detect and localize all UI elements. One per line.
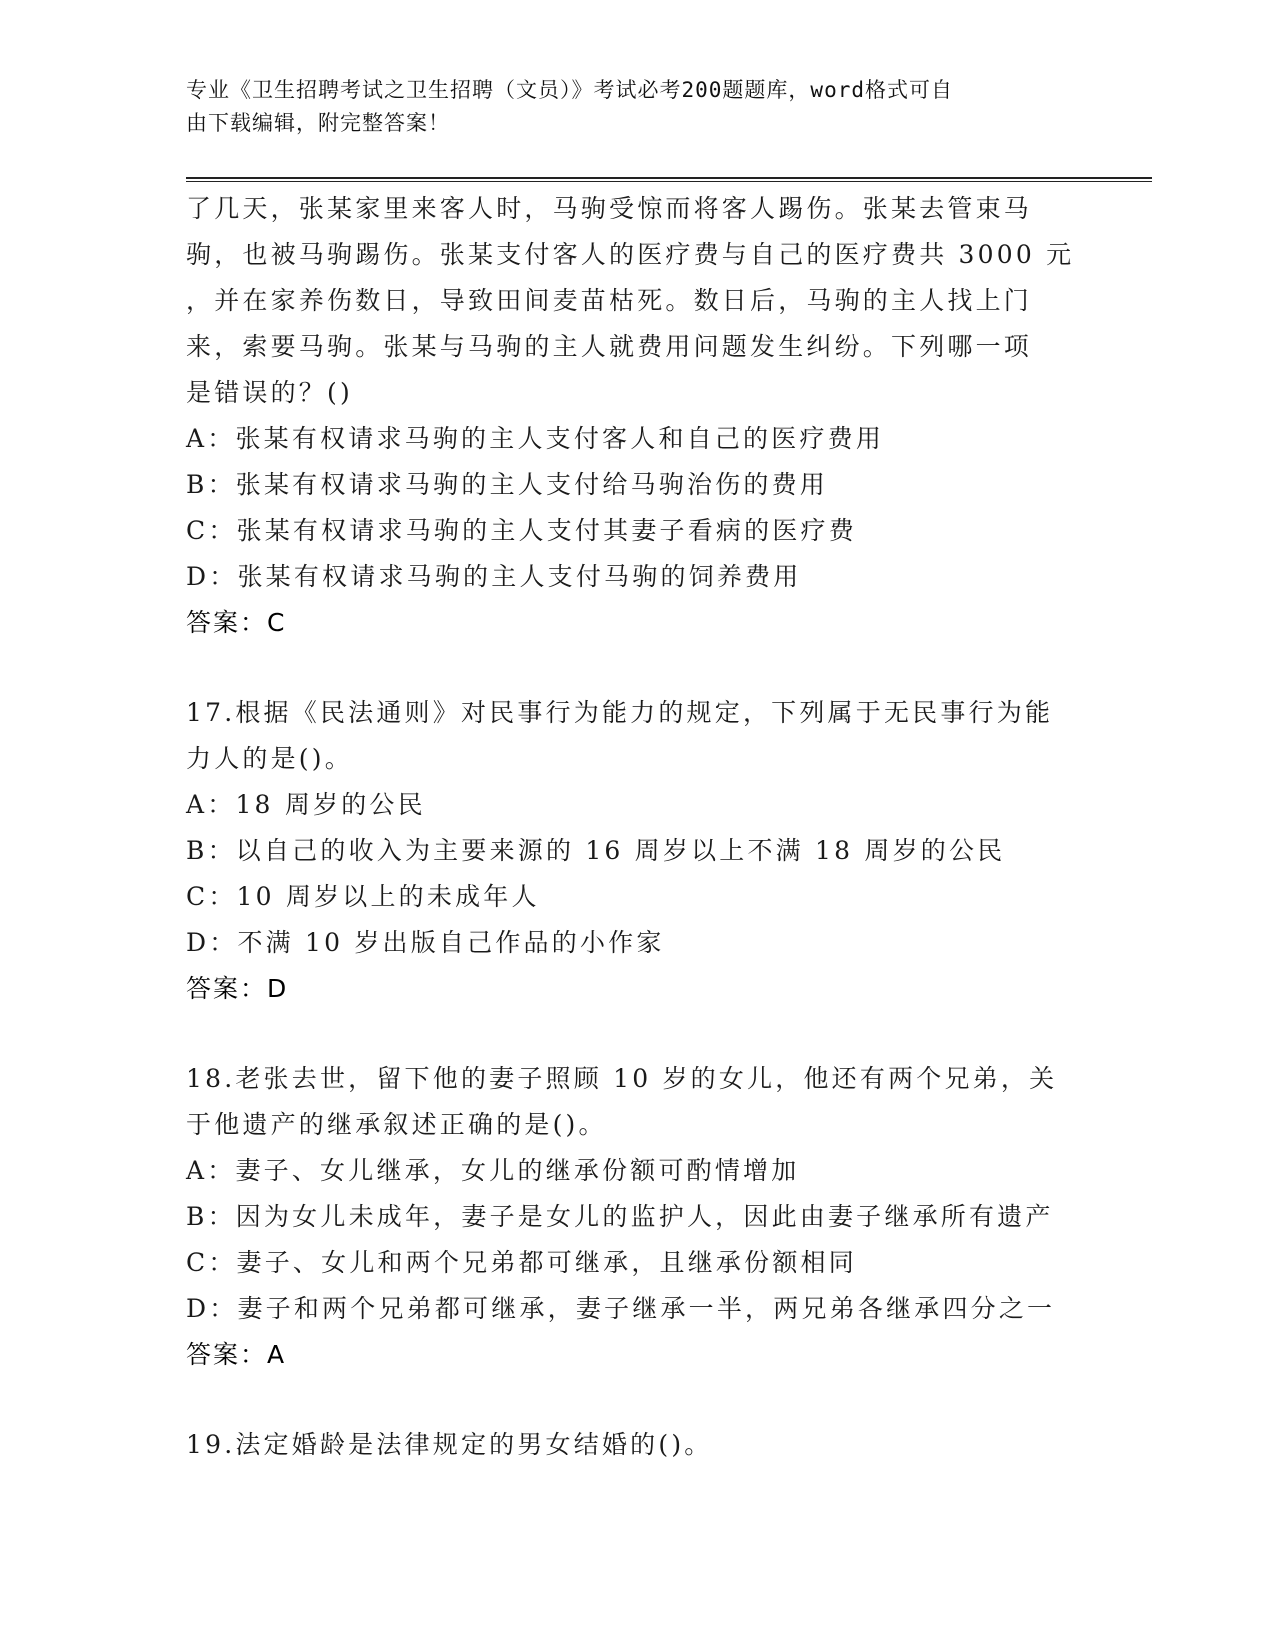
- answer-line: 答案：A: [186, 1340, 287, 1369]
- spacer: [186, 1012, 1086, 1056]
- question-19: [186, 1422, 1086, 1468]
- answer-line: 答案：C: [186, 608, 287, 637]
- option-d: D：不满 10 岁出版自己作品的小作家: [186, 928, 665, 957]
- question-16: [186, 186, 1086, 646]
- header-rule: [186, 177, 1152, 179]
- option-d: D：妻子和两个兄弟都可继承，妻子继承一半，两兄弟各继承四分之一: [186, 1294, 1056, 1323]
- header-line-2: 由下载编辑，附完整答案！: [186, 111, 450, 135]
- spacer: [186, 646, 1086, 690]
- question-text-line: 是错误的？(): [186, 378, 353, 407]
- header-rule-thin: [186, 181, 1152, 182]
- question-list: [186, 186, 1086, 1468]
- question-text-line: 17.根据《民法通则》对民事行为能力的规定，下列属于无民事行为能: [186, 698, 1054, 727]
- option-c: C：10 周岁以上的未成年人: [186, 882, 540, 911]
- option-b: B：张某有权请求马驹的主人支付给马驹治伤的费用: [186, 470, 828, 499]
- option-b: B：因为女儿未成年，妻子是女儿的监护人，因此由妻子继承所有遗产: [186, 1202, 1054, 1231]
- question-18: [186, 1056, 1086, 1378]
- question-text-line: 19.法定婚龄是法律规定的男女结婚的()。: [186, 1430, 713, 1459]
- document-header: [186, 74, 1066, 140]
- question-17: [186, 690, 1086, 1012]
- question-text-line: 来，索要马驹。张某与马驹的主人就费用问题发生纠纷。下列哪一项: [186, 332, 1033, 361]
- question-text-line: 了几天，张某家里来客人时，马驹受惊而将客人踢伤。张某去管束马: [186, 194, 1033, 223]
- option-d: D：张某有权请求马驹的主人支付马驹的饲养费用: [186, 562, 802, 591]
- question-text-line: 于他遗产的继承叙述正确的是()。: [186, 1110, 607, 1139]
- option-c: C：妻子、女儿和两个兄弟都可继承，且继承份额相同: [186, 1248, 857, 1277]
- option-a: A：妻子、女儿继承，女儿的继承份额可酌情增加: [186, 1156, 800, 1185]
- question-text-line: 18.老张去世，留下他的妻子照顾 10 岁的女儿，他还有两个兄弟，关: [186, 1064, 1058, 1093]
- option-a: A：18 周岁的公民: [186, 790, 426, 819]
- option-b: B：以自己的收入为主要来源的 16 周岁以上不满 18 周岁的公民: [186, 836, 1006, 865]
- option-c: C：张某有权请求马驹的主人支付其妻子看病的医疗费: [186, 516, 857, 545]
- question-text-line: 驹，也被马驹踢伤。张某支付客人的医疗费与自己的医疗费共 3000 元: [186, 240, 1075, 269]
- option-a: A：张某有权请求马驹的主人支付客人和自己的医疗费用: [186, 424, 885, 453]
- question-text-line: ，并在家养伤数日，导致田间麦苗枯死。数日后，马驹的主人找上门: [186, 286, 1033, 315]
- header-line-1: 专业《卫生招聘考试之卫生招聘（文员）》考试必考200题题库，word格式可自: [186, 78, 953, 102]
- answer-line: 答案：D: [186, 974, 289, 1003]
- spacer: [186, 1378, 1086, 1422]
- question-text-line: 力人的是()。: [186, 744, 353, 773]
